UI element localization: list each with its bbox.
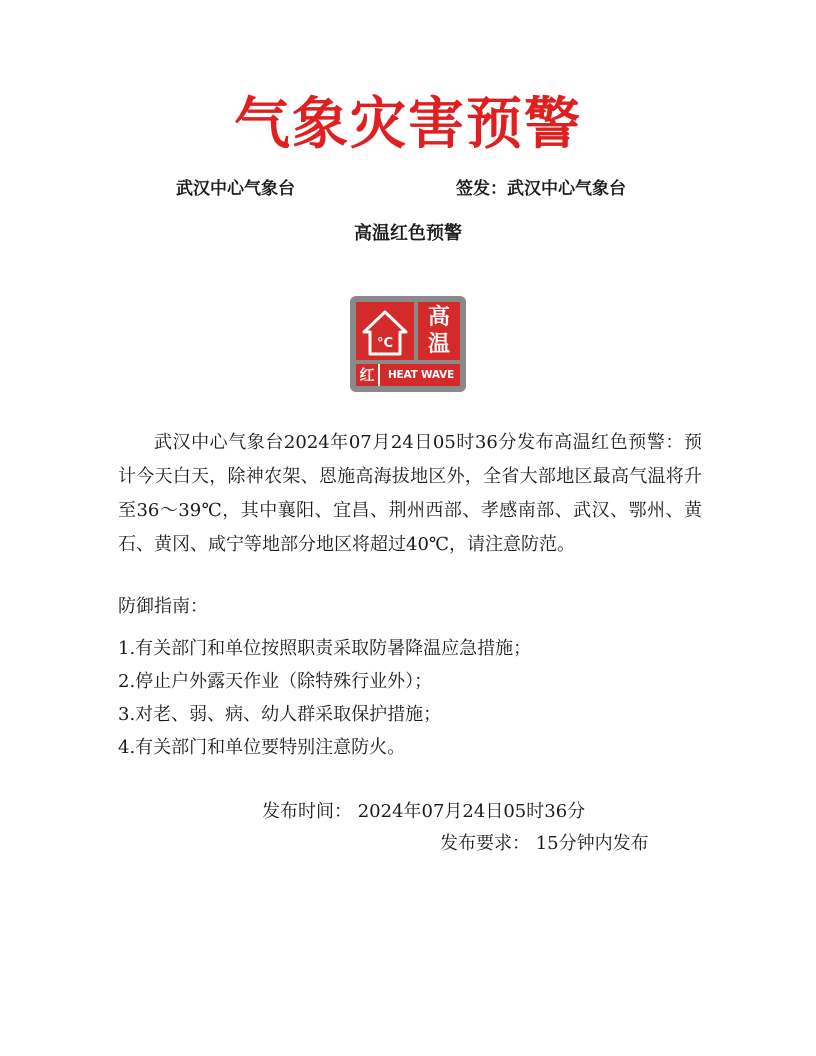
list-item: 1.有关部门和单位按照职责采取防暑降温应急措施； [118, 638, 532, 659]
warning-type-heading: 高温红色预警 [354, 223, 462, 244]
list-item: 2.停止户外露天作业（除特殊行业外）； [118, 671, 433, 692]
icon-level-bar [356, 364, 460, 386]
defense-guide-list [118, 632, 718, 764]
issuer: 武汉中心气象台 [176, 179, 295, 199]
document-title: 气象灾害预警 [234, 91, 582, 157]
defense-guide-heading: 防御指南： [118, 596, 208, 617]
release-requirement: 发布要求： 15分钟内发布 [440, 833, 649, 854]
house-icon [362, 310, 408, 356]
warning-body-paragraph: 武汉中心气象台2024年07月24日05时36分发布高温红色预警：预计今天白天，除神农架、恩施高海拔地区外，全省大部地区最高气温将升至36～39℃，其中襄阳、宜昌、荆州西部、孝感南部、武汉、鄂州、黄石、黄冈、咸宁等地部分地区将超过40℃，请注意防范。 [118, 432, 702, 555]
heat-char-2: 温 [427, 332, 450, 357]
heat-chars-label [418, 302, 460, 360]
signed-by: 签发：武汉中心气象台 [456, 179, 626, 199]
list-item: 3.对老、弱、病、幼人群采取保护措施； [118, 704, 442, 725]
heat-wave-english-label: HEAT WAVE [387, 369, 455, 381]
heat-wave-red-warning-icon [350, 296, 466, 392]
temperature-symbol: °C [376, 336, 394, 351]
release-time: 发布时间： 2024年07月24日05时36分 [262, 801, 586, 822]
list-item: 4.有关部门和单位要特别注意防火。 [118, 737, 406, 758]
warning-level-char: 红 [356, 364, 380, 386]
heat-char-1: 高 [427, 305, 450, 330]
house-thermometer-icon [356, 302, 414, 360]
